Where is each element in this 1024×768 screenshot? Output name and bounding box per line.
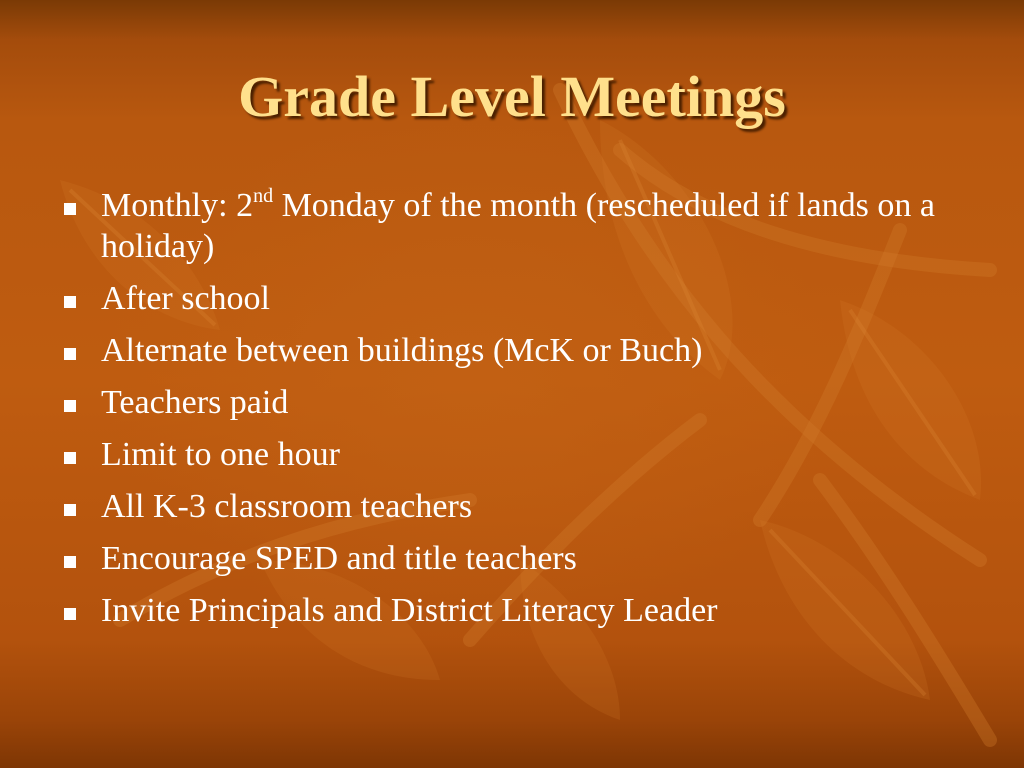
bullet-text: Invite Principals and District Literacy Leader	[101, 592, 718, 629]
bullet-text: After school	[101, 280, 271, 317]
bullet-list	[64, 185, 964, 642]
bullet-item-teachers-paid	[64, 382, 964, 423]
square-bullet-icon	[64, 608, 76, 620]
bullet-text: Limit to one hour	[101, 436, 340, 473]
bullet-text-suffix: Monday of the month (rescheduled if lands on a holiday)	[101, 187, 935, 265]
bullet-item-monthly	[64, 185, 964, 267]
bullet-item-k3-teachers	[64, 486, 964, 527]
bullet-text: All K-3 classroom teachers	[101, 488, 473, 525]
bullet-item-limit-hour	[64, 434, 964, 475]
bullet-text: Teachers paid	[101, 384, 289, 421]
bullet-text-prefix: Monthly: 2	[101, 187, 254, 224]
bullet-item-alternate-buildings	[64, 330, 964, 371]
square-bullet-icon	[64, 556, 76, 568]
square-bullet-icon	[64, 348, 76, 360]
ordinal-superscript: nd	[253, 185, 274, 207]
square-bullet-icon	[64, 504, 76, 516]
bullet-item-sped-title	[64, 538, 964, 579]
bullet-text: Alternate between buildings (McK or Buch)	[101, 332, 703, 369]
bullet-item-invite-principals	[64, 590, 964, 631]
slide-title: Grade Level Meetings	[238, 64, 786, 129]
square-bullet-icon	[64, 400, 76, 412]
square-bullet-icon	[64, 203, 76, 215]
square-bullet-icon	[64, 296, 76, 308]
bullet-item-after-school	[64, 278, 964, 319]
square-bullet-icon	[64, 452, 76, 464]
bullet-text: Encourage SPED and title teachers	[101, 540, 577, 577]
